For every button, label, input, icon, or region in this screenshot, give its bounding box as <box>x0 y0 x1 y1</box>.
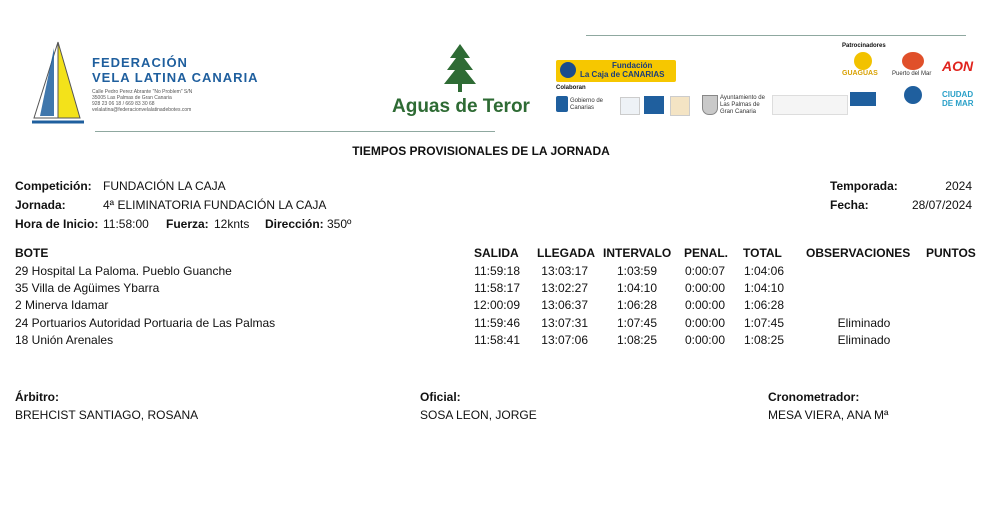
fecha-value: 28/07/2024 <box>911 198 972 212</box>
cell-salida: 11:58:41 <box>474 332 520 347</box>
header-divider-left <box>95 131 495 132</box>
ayuntamiento-logo <box>702 95 768 117</box>
collab-logo-2 <box>644 96 664 114</box>
caja-star-icon <box>560 62 576 78</box>
cell-observaciones: Eliminado <box>837 315 891 330</box>
direccion-value: 350º <box>327 217 352 231</box>
cell-llegada: 13:06:37 <box>541 298 588 313</box>
cell-llegada: 13:07:31 <box>541 315 588 330</box>
cell-salida: 11:59:18 <box>474 264 520 278</box>
col-header-total: TOTAL <box>743 246 782 260</box>
cell-total: 1:04:10 <box>743 281 784 296</box>
cell-intervalo: 1:03:59 <box>616 264 657 278</box>
cell-bote: 35 Villa de Agüimes Ybarra <box>15 281 160 296</box>
teror-tree-icon <box>444 44 476 97</box>
cell-penal: 0:00:00 <box>684 315 725 330</box>
gobierno-canarias-logo <box>556 96 616 116</box>
caja-text-1: Fundación <box>612 61 653 70</box>
arbitro-label: Árbitro: <box>15 390 59 404</box>
cell-penal: 0:00:00 <box>684 281 725 296</box>
cell-llegada: 13:03:17 <box>541 264 588 278</box>
col-header-puntos: PUNTOS <box>926 246 976 260</box>
fuerza-value: 12knts <box>214 217 250 231</box>
fecha-label: Fecha: <box>830 198 869 212</box>
page-title: TIEMPOS PROVISIONALES DE LA JORNADA <box>352 144 610 158</box>
ciudad-de-mar-logo: CIUDAD DE MAR <box>942 90 974 108</box>
puerto-logo <box>892 50 936 80</box>
direccion-label: Dirección: <box>265 217 324 231</box>
address-line: 928 23 06 18 / 669 83 30 68 <box>92 101 155 107</box>
oficial-label: Oficial: <box>420 390 461 404</box>
col-header-bote: BOTE <box>15 246 49 260</box>
col-header-llegada: LLEGADA <box>537 246 595 260</box>
col-header-observaciones: OBSERVACIONES <box>806 246 911 260</box>
coat-of-arms-icon <box>702 95 718 115</box>
sail-boat-icon <box>28 38 88 128</box>
jornada-label: Jornada: <box>15 198 66 212</box>
cell-salida: 11:58:17 <box>474 281 520 296</box>
guaguas-logo <box>842 52 884 80</box>
cell-total: 1:04:06 <box>743 264 784 278</box>
col-header-penal: PENAL. <box>684 246 729 260</box>
cell-total: 1:08:25 <box>743 332 784 347</box>
address-line: 35005 Las Palmas de Gran Canaria <box>92 95 172 101</box>
col-header-salida: SALIDA <box>474 246 519 260</box>
address-line: velalatina@federacionvelalatinadebotes.com <box>92 107 192 113</box>
teror-logo-text: Aguas de Teror <box>392 96 530 117</box>
cell-salida: 12:00:09 <box>473 298 520 313</box>
collab-logo-4 <box>772 95 848 115</box>
gobierno-label: Gobierno de Canarias <box>570 98 604 111</box>
cronometrador-value: MESA VIERA, ANA Mª <box>768 408 889 422</box>
collab-logo-1 <box>620 97 640 115</box>
header-divider-right <box>586 35 966 36</box>
cell-penal: 0:00:07 <box>684 264 725 278</box>
collab-logo-5 <box>850 92 876 106</box>
col-header-intervalo: INTERVALO <box>603 246 672 260</box>
cell-observaciones: Eliminado <box>837 332 891 347</box>
arbitro-value: BREHCIST SANTIAGO, ROSANA <box>15 408 199 422</box>
guaguas-circle-icon <box>854 52 872 70</box>
cell-salida: 11:59:46 <box>474 315 520 330</box>
cell-total: 1:07:45 <box>743 315 784 330</box>
competicion-label: Competición: <box>15 179 92 193</box>
cell-intervalo: 1:07:45 <box>616 315 657 330</box>
puerto-label: Puerto del Mar <box>892 71 932 77</box>
cell-llegada: 13:02:27 <box>541 281 588 296</box>
federation-address <box>92 89 252 113</box>
hora-inicio-value: 11:58:00 <box>103 217 149 231</box>
patrocinadores-label: Patrocinadores <box>842 43 886 49</box>
cell-intervalo: 1:04:10 <box>616 281 657 296</box>
cell-bote: 24 Portuarios Autoridad Portuaria de Las Palmas <box>15 315 276 330</box>
cronometrador-label: Cronometrador: <box>768 390 860 404</box>
guaguas-label: GUAGUAS <box>842 70 878 77</box>
sponsor-logo-small <box>904 86 922 104</box>
competicion-value: FUNDACIÓN LA CAJA <box>103 179 226 193</box>
cell-llegada: 13:07:06 <box>541 332 588 347</box>
cell-bote: 18 Unión Arenales <box>15 332 114 347</box>
caja-logo <box>556 60 676 82</box>
shield-icon <box>556 96 568 112</box>
temporada-label: Temporada: <box>830 179 898 193</box>
address-line: Calle Pedro Perez Abrante "No Problem" S/N <box>92 89 193 95</box>
cell-bote: 2 Minerva Idamar <box>15 298 109 313</box>
cell-total: 1:06:28 <box>743 298 784 313</box>
cell-intervalo: 1:06:28 <box>616 298 657 313</box>
colaboran-label: Colaboran <box>556 85 586 91</box>
caja-text-2: La Caja de CANARIAS <box>580 70 665 79</box>
jornada-value: 4ª ELIMINATORIA FUNDACIÓN LA CAJA <box>103 198 327 212</box>
cell-bote: 29 Hospital La Paloma. Pueblo Guanche <box>15 264 232 278</box>
hora-inicio-label: Hora de Inicio: <box>15 217 99 231</box>
cell-penal: 0:00:00 <box>684 332 725 347</box>
aon-logo: AON <box>942 58 974 74</box>
oficial-value: SOSA LEON, JORGE <box>420 408 537 422</box>
temporada-value: 2024 <box>945 179 972 193</box>
federation-name-line2: VELA LATINA CANARIA <box>92 70 259 85</box>
fuerza-label: Fuerza: <box>166 217 209 231</box>
cell-penal: 0:00:00 <box>684 298 725 313</box>
puerto-icon <box>902 52 924 70</box>
ayuntamiento-label: Ayuntamiento de Las Palmas de Gran Canaria <box>720 95 765 115</box>
cell-intervalo: 1:08:25 <box>616 332 657 347</box>
collab-logo-3 <box>670 96 690 116</box>
federation-name-line1: FEDERACIÓN <box>92 55 188 70</box>
federation-logo <box>28 38 88 128</box>
